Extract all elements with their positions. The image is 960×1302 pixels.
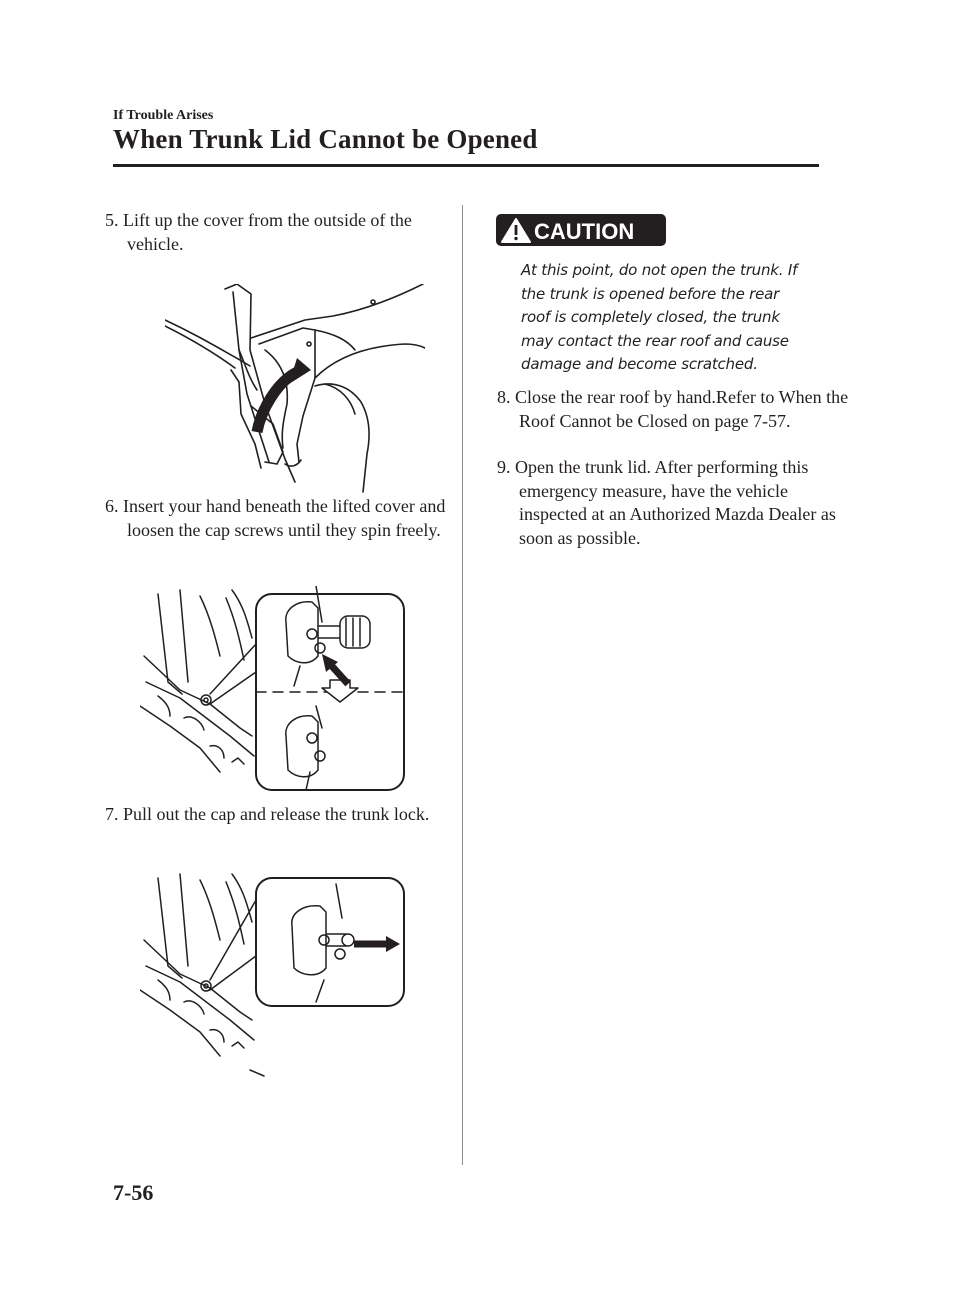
step-text: Pull out the cap and release the trunk lock. [123, 804, 430, 824]
step-number: 7. [105, 804, 119, 824]
pull-out-cap-illustration [140, 870, 408, 1080]
page-title: When Trunk Lid Cannot be Opened [113, 124, 538, 154]
step-number: 9. [497, 457, 511, 477]
arrow-icon [386, 936, 400, 952]
step-6 [105, 495, 457, 542]
step-number: 5. [105, 210, 119, 230]
step-text: Lift up the cover from the outside of the vehicle. [123, 210, 412, 254]
step-text: Close the rear roof by hand.Refer to When the Roof Cannot be Closed on page 7-57. [515, 387, 849, 431]
step-number: 6. [105, 496, 119, 516]
step-8 [497, 386, 849, 433]
caution-label: CAUTION [534, 219, 635, 244]
section-label: If Trouble Arises [113, 108, 214, 123]
step-5 [105, 209, 447, 256]
title-rule [113, 164, 819, 167]
page-number: 7-56 [113, 1180, 154, 1205]
step-number: 8. [497, 387, 511, 407]
step-9 [497, 456, 849, 550]
caution-badge [496, 214, 666, 246]
step-text: Insert your hand beneath the lifted cover and loosen the cap screws until they spin freely. [123, 496, 446, 540]
column-divider [462, 205, 463, 1165]
lift-cover-illustration [165, 284, 425, 494]
step-7 [105, 803, 457, 827]
step-text: Open the trunk lid. After performing this emergency measure, have the vehicle inspected at an Authorized Mazda Dealer as soon as possible. [515, 457, 836, 548]
loosen-cap-screws-illustration [140, 586, 408, 792]
caution-text: At this point, do not open the trunk. If the trunk is opened before the rear roof is completely closed, the trunk may contact the rear roof and cause damage and become scratched. [521, 261, 798, 373]
